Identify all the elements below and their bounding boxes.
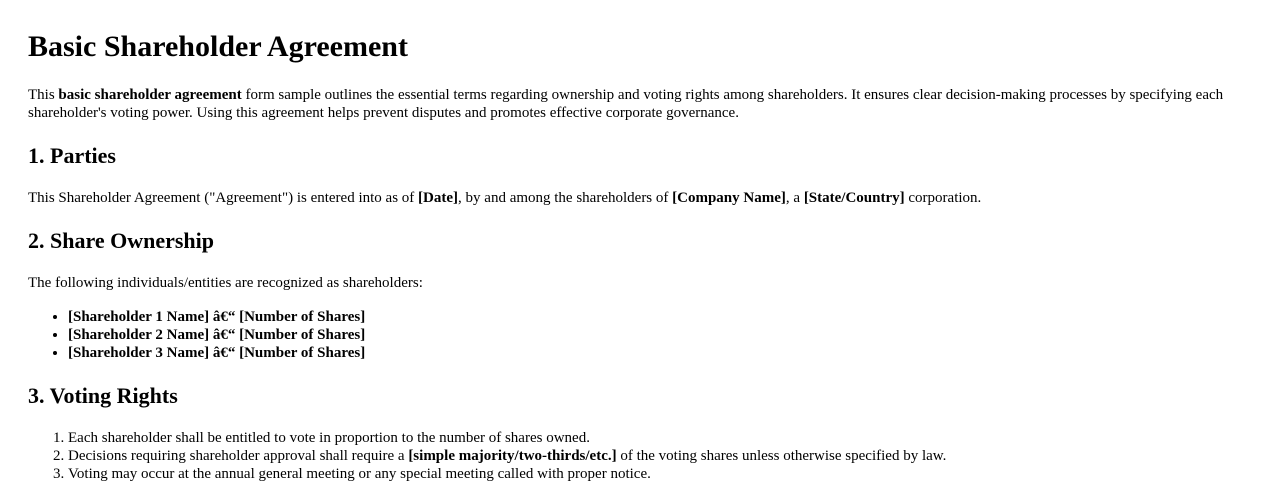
parties-text-2: , by and among the shareholders of bbox=[458, 190, 673, 206]
shareholder-name: [Shareholder 3 Name] bbox=[68, 345, 210, 361]
intro-text-pre: This bbox=[28, 87, 59, 103]
shareholder-shares: [Number of Shares] bbox=[239, 345, 366, 361]
list-item bbox=[68, 344, 365, 362]
parties-text-3: , a bbox=[785, 190, 804, 206]
voting-rights-list bbox=[28, 429, 946, 483]
shareholder-list bbox=[28, 308, 365, 362]
intro-bold-term: basic shareholder agreement bbox=[58, 87, 242, 103]
voting-majority-placeholder: [simple majority/two-thirds/etc.] bbox=[408, 448, 617, 464]
parties-paragraph bbox=[28, 189, 981, 207]
shareholder-name: [Shareholder 1 Name] bbox=[68, 309, 210, 325]
parties-company-placeholder: [Company Name] bbox=[672, 190, 786, 206]
section-heading-voting: 3. Voting Rights bbox=[28, 383, 178, 408]
list-item bbox=[68, 447, 946, 465]
voting-item-2-pre: Decisions requiring shareholder approval shall require a bbox=[68, 448, 409, 464]
page-title: Basic Shareholder Agreement bbox=[28, 30, 408, 63]
list-item bbox=[68, 308, 365, 326]
shareholder-separator: â€“ bbox=[209, 327, 240, 343]
list-item: 3. Voting may occur at the annual general meeting or any special meeting called with proper notice. bbox=[68, 465, 946, 483]
intro-text-post: form sample outlines the essential terms regarding ownership and voting rights among shareholders. It ensures clear decision-making processes by specifying each shareholder's voting power. Using this agreement helps prevent disputes and promotes effective corporate governance. bbox=[28, 87, 1224, 121]
shareholder-separator: â€“ bbox=[209, 345, 240, 361]
section-heading-parties: 1. Parties bbox=[28, 143, 116, 168]
parties-date-placeholder: [Date] bbox=[418, 190, 459, 206]
list-item bbox=[68, 326, 365, 344]
shareholder-name: [Shareholder 2 Name] bbox=[68, 327, 210, 343]
voting-item-2-post: of the voting shares unless otherwise specified by law. bbox=[616, 448, 947, 464]
parties-text-4: corporation. bbox=[904, 190, 982, 206]
ownership-intro: The following individuals/entities are recognized as shareholders: bbox=[28, 275, 423, 291]
section-heading-ownership: 2. Share Ownership bbox=[28, 228, 215, 253]
parties-text-1: This Shareholder Agreement ("Agreement") is entered into as of bbox=[28, 190, 419, 206]
shareholder-separator: â€“ bbox=[209, 309, 240, 325]
intro-paragraph bbox=[28, 86, 1228, 122]
parties-state-placeholder: [State/Country] bbox=[803, 190, 905, 206]
list-item: 1. Each shareholder shall be entitled to vote in proportion to the number of shares owned. bbox=[68, 429, 946, 447]
shareholder-shares: [Number of Shares] bbox=[239, 327, 366, 343]
shareholder-shares: [Number of Shares] bbox=[239, 309, 366, 325]
